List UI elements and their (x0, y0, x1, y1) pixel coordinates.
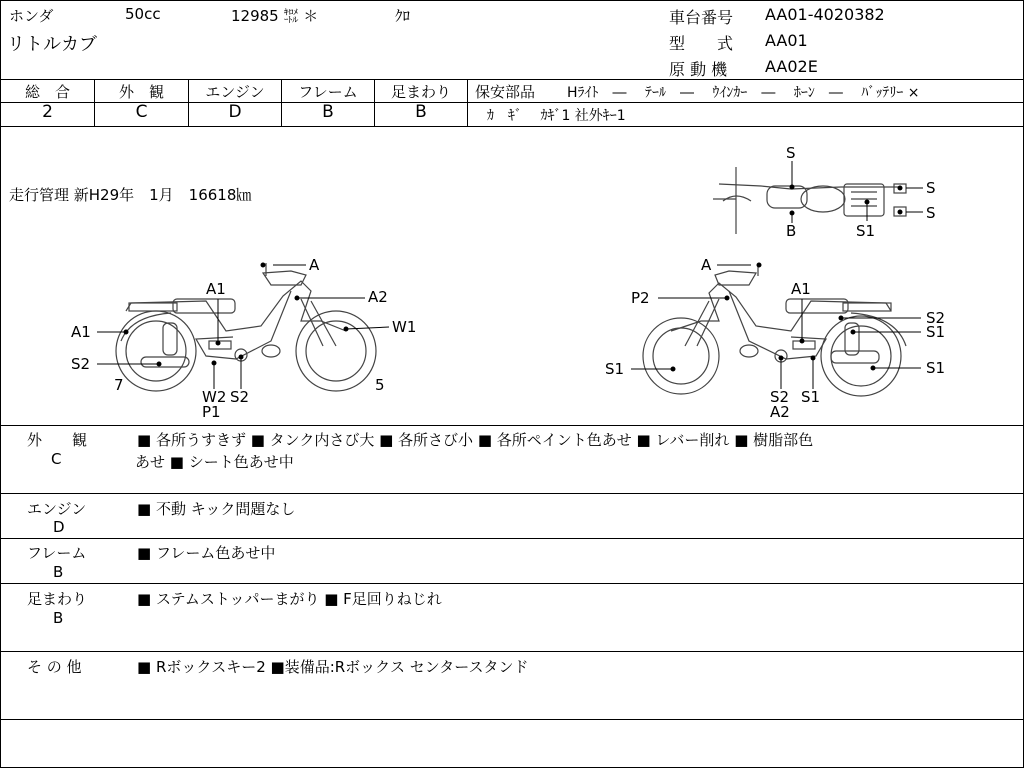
right-view-motorcycle (643, 263, 906, 396)
rating-exterior: C (135, 102, 148, 122)
mileage: 12985 ㌖ ＊ (231, 7, 319, 25)
right-label-a: A (701, 256, 712, 274)
remark-label: そ の 他 (27, 658, 82, 676)
left-label-a1: A1 (71, 323, 91, 341)
left-label-w1: W1 (392, 318, 417, 336)
maker: ホンダ (9, 7, 54, 25)
frame-no-label: 車台番号 (669, 8, 734, 27)
rating-header-frame: フレーム (298, 83, 358, 101)
top-label-s1: S1 (856, 222, 876, 240)
rating-header-suspension: 足まわり (390, 83, 451, 101)
remark-grade: D (53, 518, 65, 536)
rating-overall: 2 (42, 102, 53, 122)
top-view-scooter (713, 167, 906, 234)
rating-header-exterior: 外 観 (118, 83, 164, 101)
top-label-s: S (786, 144, 796, 162)
remark-label: エンジン (27, 500, 87, 518)
left-label-7: 7 (114, 376, 124, 394)
safety-label: 保安部品 (475, 83, 536, 101)
left-label-5: 5 (375, 376, 385, 394)
right-label-s1-left: S1 (605, 360, 625, 378)
frame-no: AA01-4020382 (765, 5, 885, 24)
safety-row2: ｶ ｷﾞ ｶｷﾞ1 社外ｷｰ1 (487, 108, 626, 124)
left-label-p1: P1 (202, 403, 221, 421)
remark-text-cont: あせ ■ シート色あせ中 (135, 453, 294, 471)
remark-grade: B (53, 609, 64, 627)
rating-suspension: B (415, 102, 427, 122)
right-label-s1-1: S1 (926, 323, 946, 341)
color: ｸﾛ (395, 7, 411, 25)
mileage-management: 走行管理 新H29年 1月 16618㎞ (9, 186, 252, 204)
engine-value: AA02E (765, 57, 818, 76)
rating-header-overall: 総 合 (24, 83, 70, 101)
right-label-s2: S2 (926, 309, 946, 327)
remark-label: 足まわり (27, 590, 88, 608)
remark-text: ■ 不動 キック問題なし (137, 500, 296, 518)
remark-text: ■ ステムストッパーまがり ■ F足回りねじれ (137, 590, 442, 608)
left-label-w2: W2 (202, 388, 227, 406)
right-label-a1: A1 (791, 280, 811, 298)
top-label-s-r1: S (926, 179, 936, 197)
remark-text: ■ フレーム色あせ中 (137, 544, 276, 562)
rating-frame: B (322, 102, 334, 122)
left-label-s2: S2 (71, 355, 91, 373)
remark-grade: B (53, 563, 64, 581)
left-view-motorcycle (116, 263, 376, 391)
remark-grade: C (51, 450, 62, 468)
right-label-a2: A2 (770, 403, 790, 421)
left-label-a1-top: A1 (206, 280, 226, 298)
right-label-p2: P2 (631, 289, 650, 307)
top-label-b: B (786, 222, 797, 240)
type-label: 型 式 (669, 34, 734, 53)
remark-text: ■ 各所うすきず ■ タンク内さび大 ■ 各所さび小 ■ 各所ペイント色あせ ■ レバー削れ ■ 樹脂部色 (137, 431, 814, 449)
model-name: リトルカブ (7, 34, 97, 55)
remark-label: 外 観 (27, 431, 88, 449)
right-label-s1-bottom: S1 (801, 388, 821, 406)
top-label-s-r2: S (926, 204, 936, 222)
left-label-a2: A2 (368, 288, 388, 306)
rating-engine: D (228, 102, 242, 122)
engine-label: 原 動 機 (669, 60, 728, 79)
rating-header-engine: エンジン (205, 83, 265, 101)
left-label-a: A (309, 256, 320, 274)
displacement: 50cc (125, 5, 161, 23)
right-label-s2-bottom: S2 (770, 388, 790, 406)
safety-row1: Hﾗｲﾄ ― ﾃｰﾙ ― ｳｲﾝｶｰ ― ﾎｰﾝ ― ﾊﾞｯﾃﾘｰ × (567, 85, 920, 101)
left-label-s2-bottom: S2 (230, 388, 250, 406)
right-label-s1-2: S1 (926, 359, 946, 377)
remark-text: ■ Rボックスキー2 ■装備品:Rボックス センタースタンド (137, 658, 529, 676)
damage-diagram (1, 127, 1023, 425)
remark-label: フレーム (27, 544, 87, 562)
type-value: AA01 (765, 31, 808, 50)
